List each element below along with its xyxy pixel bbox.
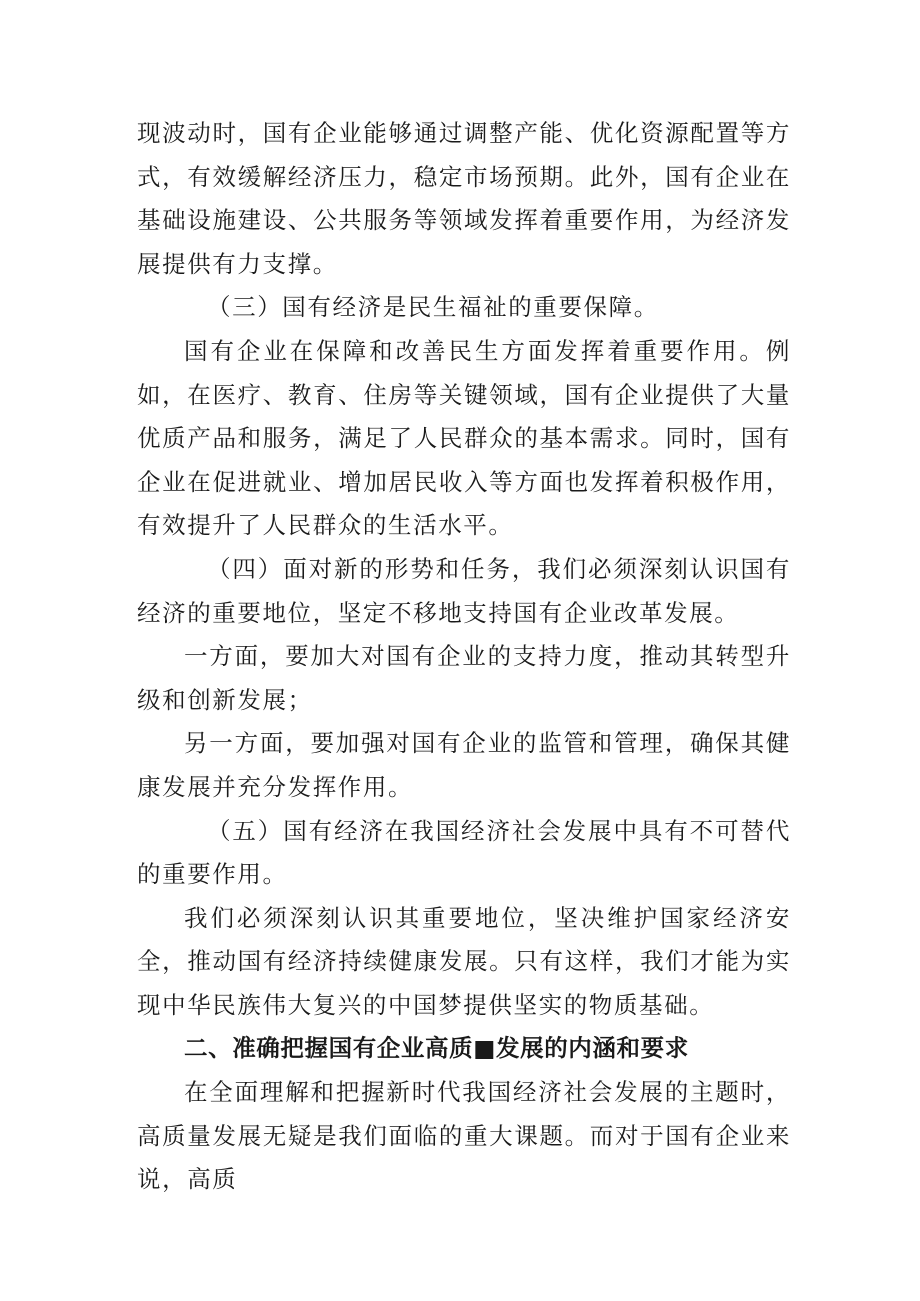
paragraph-one-hand: 一方面，要加大对国有企业的支持力度，推动其转型升级和创新发展；: [137, 642, 791, 714]
section-heading-two: 二、准确把握国有企业高质■发展的内涵和要求: [184, 1034, 689, 1063]
subheading-four: （四）面对新的形势和任务，我们必须深刻认识国有经济的重要地位，坚定不移地支持国有企业改革发展。: [137, 554, 791, 627]
paragraph-other-hand: 另一方面，要加强对国有企业的监管和管理，确保其健康发展并充分发挥作用。: [137, 729, 791, 801]
paragraph-livelihood: 国有企业在保障和改善民生方面发挥着重要作用。例如，在医疗、教育、住房等关键领域，国有企业提供了大量优质产品和服务，满足了人民群众的基本需求。同时，国有企业在促进就业、增加居民收入等方面也发挥着积极作用，有效提升了人民群众的生活水平。: [137, 336, 791, 540]
document-body: [137, 112, 791, 1202]
paragraph-conclusion: 我们必须深刻认识其重要地位，坚决维护国家经济安全，推动国有经济持续健康发展。只有这样，我们才能为实现中华民族伟大复兴的中国梦提供坚实的物质基础。: [137, 903, 791, 1019]
paragraph-high-quality: 在全面理解和把握新时代我国经济社会发展的主题时，高质量发展无疑是我们面临的重大课题。而对于国有企业来说，高质: [137, 1078, 791, 1194]
subheading-five: （五）国有经济在我国经济社会发展中具有不可替代的重要作用。: [137, 816, 791, 889]
paragraph-continuation: 现波动时，国有企业能够通过调整产能、优化资源配置等方式，有效缓解经济压力，稳定市场预期。此外，国有企业在基础设施建设、公共服务等领域发挥着重要作用，为经济发展提供有力支撑。: [137, 119, 791, 278]
subheading-three: （三）国有经济是民生福祉的重要保障。: [207, 293, 659, 322]
